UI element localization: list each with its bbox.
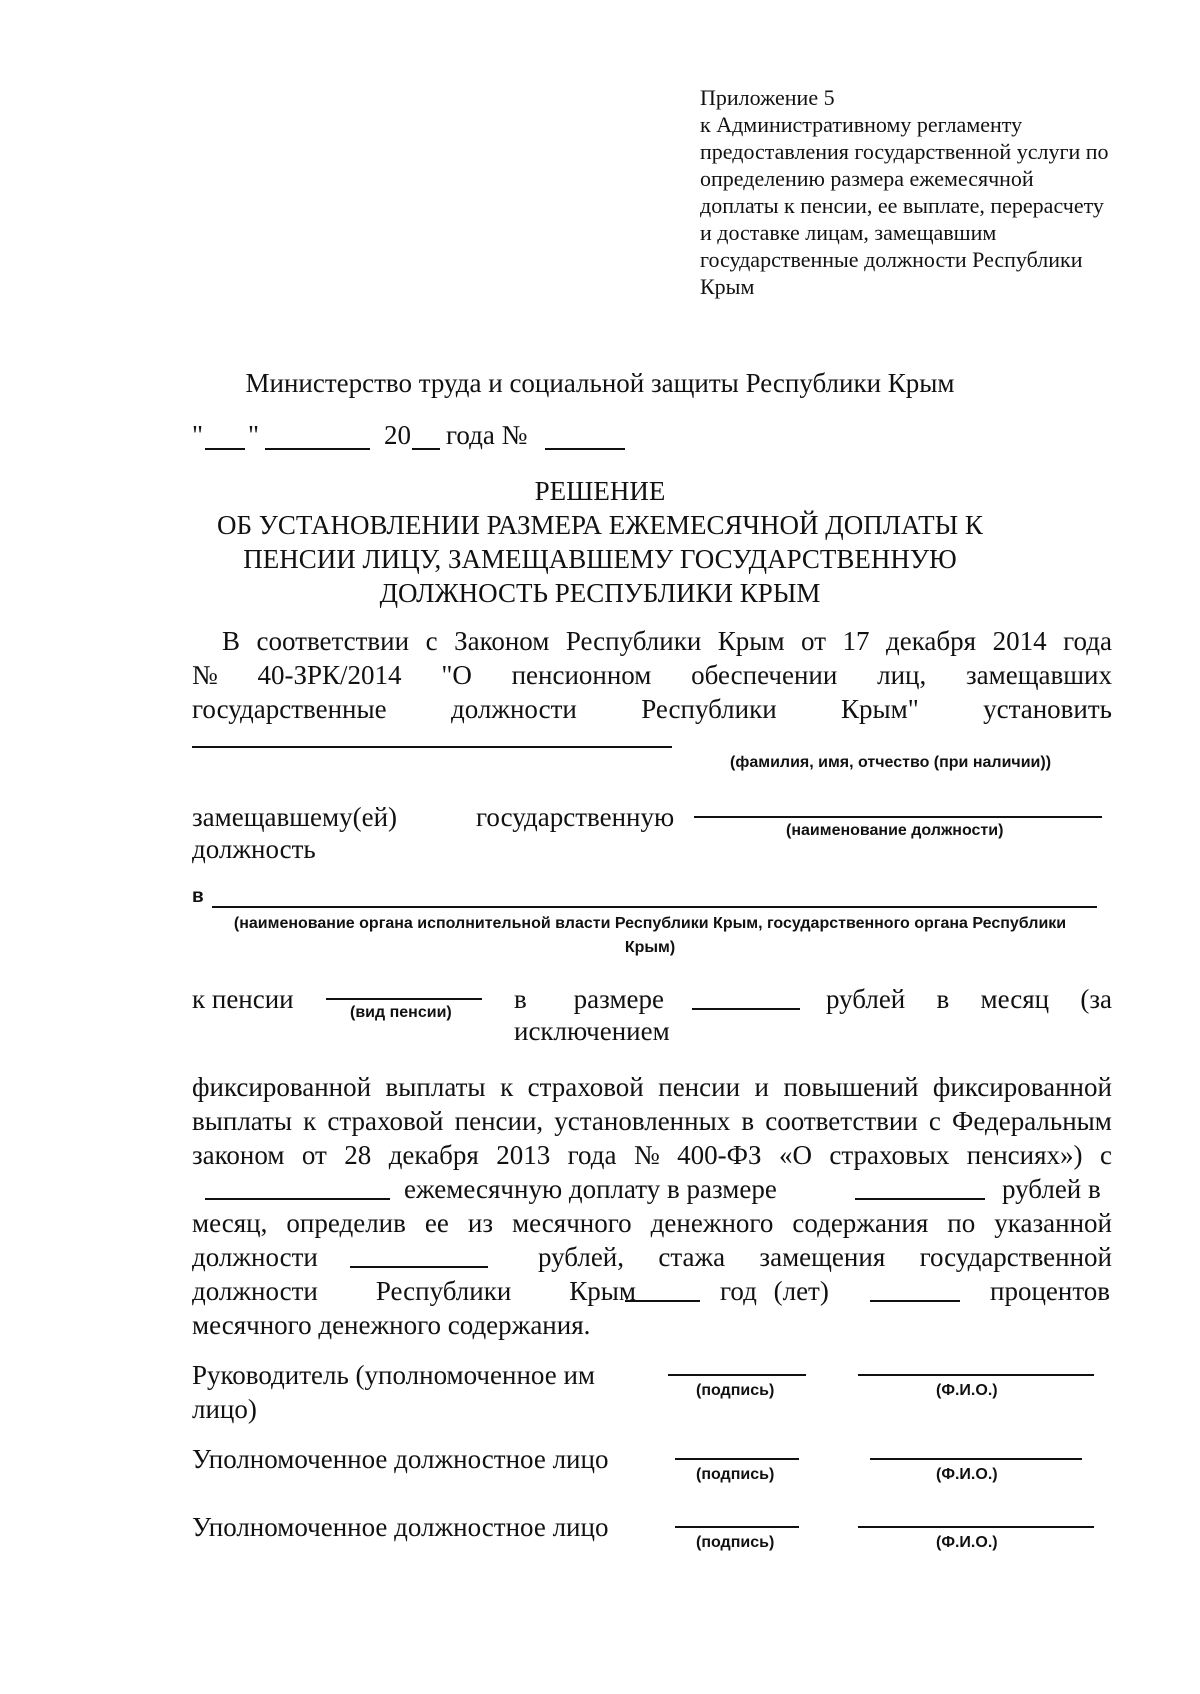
body-line-1: фиксированной выплаты к страховой пенсии и повышений фиксированной [192,1072,1112,1102]
body-line-6b: рублей, стажа замещения государственной [538,1242,1112,1272]
organ-caption: (наименование органа исполнительной власти Республики Крым, государственного органа Республики Крым) [233,915,1067,956]
supplement-amount-blank[interactable] [855,1198,985,1200]
body-line-7a: должности Республики Крым [192,1276,636,1306]
appendix-line: государственные должности Республики [700,247,1083,272]
body-line-7b: год (лет) [720,1276,829,1306]
body-line-6a: должности [192,1242,318,1272]
intro-line-1: В соответствии с Законом Республики Крым от 17 декабря 2014 года [222,626,1112,656]
signature-3-sign-blank[interactable] [675,1526,799,1528]
body-line-5: месяц, определив ее из месячного денежного содержания по указанной [192,1208,1112,1238]
signature-3-fio-blank[interactable] [858,1526,1094,1528]
body-line-4b: рублей в [1002,1174,1101,1204]
position-word-2: государственную [476,802,675,832]
signature-role-1-cont: лицо) [192,1394,257,1424]
appendix-line: предоставления государственной услуги по [700,139,1109,164]
body-line-3: законом от 28 декабря 2013 года № 400-ФЗ «О страховых пенсиях») с [192,1140,1112,1170]
fio-blank[interactable] [192,746,672,748]
body-line-7c: процентов [990,1276,1111,1306]
signature-3-sign-caption: (подпись) [696,1534,775,1551]
title-line: ДОЛЖНОСТЬ РЕСПУБЛИКИ КРЫМ [379,578,821,608]
body-line-2: выплаты к страховой пенсии, установленных в соответствии с Федеральным [192,1106,1112,1136]
appendix-header [700,84,1170,300]
signature-role-1: Руководитель (уполномоченное им [192,1360,595,1390]
appendix-line: и доставке лицам, замещавшим [700,220,997,245]
signature-1-sign-caption: (подпись) [696,1382,775,1399]
title-line: ПЕНСИИ ЛИЦУ, ЗАМЕЩАВШЕМУ ГОСУДАРСТВЕННУЮ [243,544,957,574]
start-date-blank[interactable] [205,1198,390,1200]
years-blank[interactable] [625,1300,700,1302]
position-word-3: должность [192,834,316,864]
signature-2-fio-caption: (Ф.И.О.) [936,1466,998,1483]
signature-2-sign-blank[interactable] [675,1458,799,1460]
pension-words: в размере [514,984,664,1014]
pension-words-2: рублей в месяц (за [826,984,1112,1014]
date-quote-close: " [248,420,260,450]
title-line: ОБ УСТАНОВЛЕНИИ РАЗМЕРА ЕЖЕМЕСЯЧНОЙ ДОПЛАТЫ К [217,510,983,540]
salary-blank[interactable] [350,1266,488,1268]
body-line-4a: ежемесячную доплату в размере [404,1174,777,1204]
date-quote-open: " [192,420,204,450]
document-title [0,474,1200,610]
signature-1-fio-caption: (Ф.И.О.) [936,1382,998,1399]
position-blank[interactable] [694,816,1102,818]
body-line-8: месячного денежного содержания. [192,1310,591,1340]
appendix-line: Приложение 5 [700,85,835,110]
appendix-line: доплаты к пенсии, ее выплате, перерасчету [700,193,1104,218]
year-prefix: 20 [384,420,411,450]
signature-2-fio-blank[interactable] [870,1458,1082,1460]
number-blank[interactable] [545,448,625,450]
year-suffix: года № [446,420,528,450]
appendix-line: Крым [700,274,755,299]
pension-line-2: исключением [514,1016,670,1046]
organ-blank[interactable] [212,906,1097,908]
intro-line-2: № 40-ЗРК/2014 "О пенсионном обеспечении лиц, замещавших [192,660,1112,690]
year-blank[interactable] [412,448,440,450]
signature-1-sign-blank[interactable] [668,1374,806,1376]
organ-prefix: в [192,886,204,907]
fio-caption: (фамилия, имя, отчество (при наличии)) [730,754,1052,771]
signature-3-fio-caption: (Ф.И.О.) [936,1534,998,1551]
signature-role-3: Уполномоченное должностное лицо [192,1512,609,1542]
day-blank[interactable] [205,448,245,450]
pension-type-caption: (вид пенсии) [350,1004,452,1021]
signature-1-fio-blank[interactable] [858,1374,1094,1376]
pension-type-blank[interactable] [326,998,482,1000]
pension-amount-blank[interactable] [692,1008,800,1010]
ministry-name: Министерство труда и социальной защиты Республики Крым [245,368,955,398]
signature-role-2: Уполномоченное должностное лицо [192,1444,609,1474]
position-caption: (наименование должности) [786,822,1004,839]
title-line: РЕШЕНИЕ [534,476,666,506]
signature-2-sign-caption: (подпись) [696,1466,775,1483]
appendix-line: к Административному регламенту [700,112,1023,137]
intro-line-3: государственные должности Республики Крым" установить [192,694,1112,724]
month-blank[interactable] [265,448,370,450]
percent-blank[interactable] [870,1300,960,1302]
appendix-line: определению размера ежемесячной [700,166,1034,191]
pension-prefix: к пенсии [192,984,294,1014]
position-word-1: замещавшему(ей) [192,802,398,832]
